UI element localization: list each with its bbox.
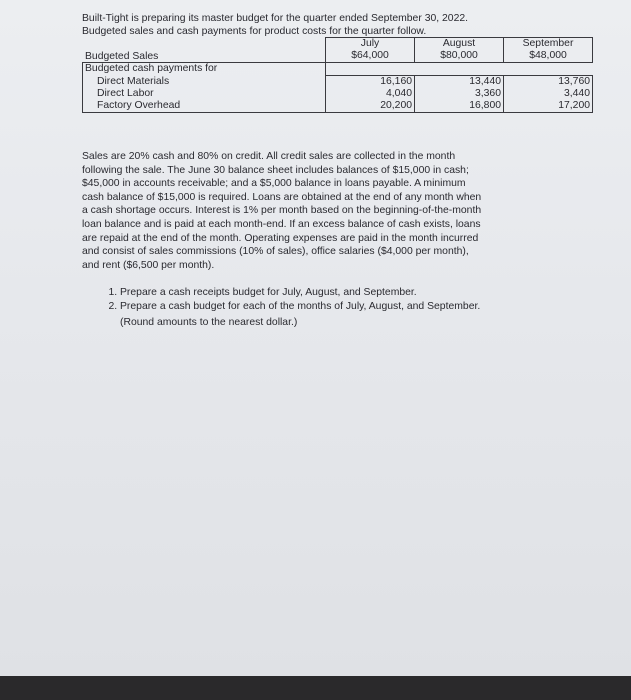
task-item: 1. Prepare a cash receipts budget for July, August, and September. — [120, 286, 480, 300]
table-cell: 20,200 — [326, 100, 415, 113]
table-cell: 17,200 — [504, 100, 593, 113]
table-cell: 3,360 — [415, 88, 504, 100]
photo-background-edge — [0, 676, 631, 700]
table-cell: 16,800 — [415, 100, 504, 113]
intro-line: Built-Tight is preparing its master budget for the quarter ended September 30, 2022. — [82, 13, 469, 24]
row-label: Direct Labor — [83, 88, 326, 100]
task-item: 2. Prepare a cash budget for each of the months of July, August, and September. — [120, 300, 480, 314]
table-cell: 3,440 — [504, 88, 593, 100]
paragraph-line: are repaid at the end of the month. Operating expenses are paid in the month incurred — [82, 232, 479, 244]
sales-value: $64,000 — [351, 50, 389, 61]
table-cell: 13,760 — [504, 75, 593, 88]
paragraph-line: following the sale. The June 30 balance sheet includes balances of $15,000 in cash; — [82, 164, 469, 176]
table-cell: 16,160 — [326, 75, 415, 88]
table-row — [83, 88, 593, 100]
rounding-note: (Round amounts to the nearest dollar.) — [120, 317, 298, 328]
month-header: September — [522, 38, 574, 49]
table-row — [83, 100, 593, 113]
paragraph-line: $45,000 in accounts receivable; and a $5,000 balance in loans payable. A minimum — [82, 178, 466, 190]
sales-value: $48,000 — [529, 50, 567, 61]
row-label: Budgeted cash payments for — [85, 63, 218, 74]
paragraph-line: and consist of sales commissions (10% of sales), office salaries ($4,000 per month), — [82, 246, 469, 258]
problem-intro — [82, 12, 468, 38]
month-header: July — [360, 38, 380, 49]
paragraph-line: a cash shortage occurs. Interest is 1% per month based on the beginning-of-the-month — [82, 205, 482, 217]
row-label: Direct Materials — [83, 75, 326, 88]
month-cell-july — [326, 38, 415, 63]
problem-description — [82, 150, 552, 272]
row-label: Budgeted Sales — [85, 51, 159, 62]
table-cell: 4,040 — [326, 88, 415, 100]
intro-line: Budgeted sales and cash payments for product costs for the quarter follow. — [82, 26, 427, 37]
budget-table — [82, 37, 593, 113]
month-cell-august — [415, 38, 504, 63]
paragraph-line: Sales are 20% cash and 80% on credit. All credit sales are collected in the month — [82, 151, 456, 162]
paragraph-line: cash balance of $15,000 is required. Loans are obtained at the end of any month when — [82, 191, 482, 203]
table-cell: 13,440 — [415, 75, 504, 88]
sales-value: $80,000 — [440, 50, 478, 61]
paragraph-line: and rent ($6,500 per month). — [82, 259, 215, 271]
month-header: August — [442, 38, 476, 49]
table-row — [83, 75, 593, 88]
row-label: Factory Overhead — [83, 100, 326, 113]
task-list — [100, 286, 480, 313]
month-cell-september — [504, 38, 593, 63]
table-row — [83, 63, 593, 76]
paragraph-line: loan balance and is paid at each month-end. If an excess balance of cash exists, loans — [82, 218, 481, 230]
